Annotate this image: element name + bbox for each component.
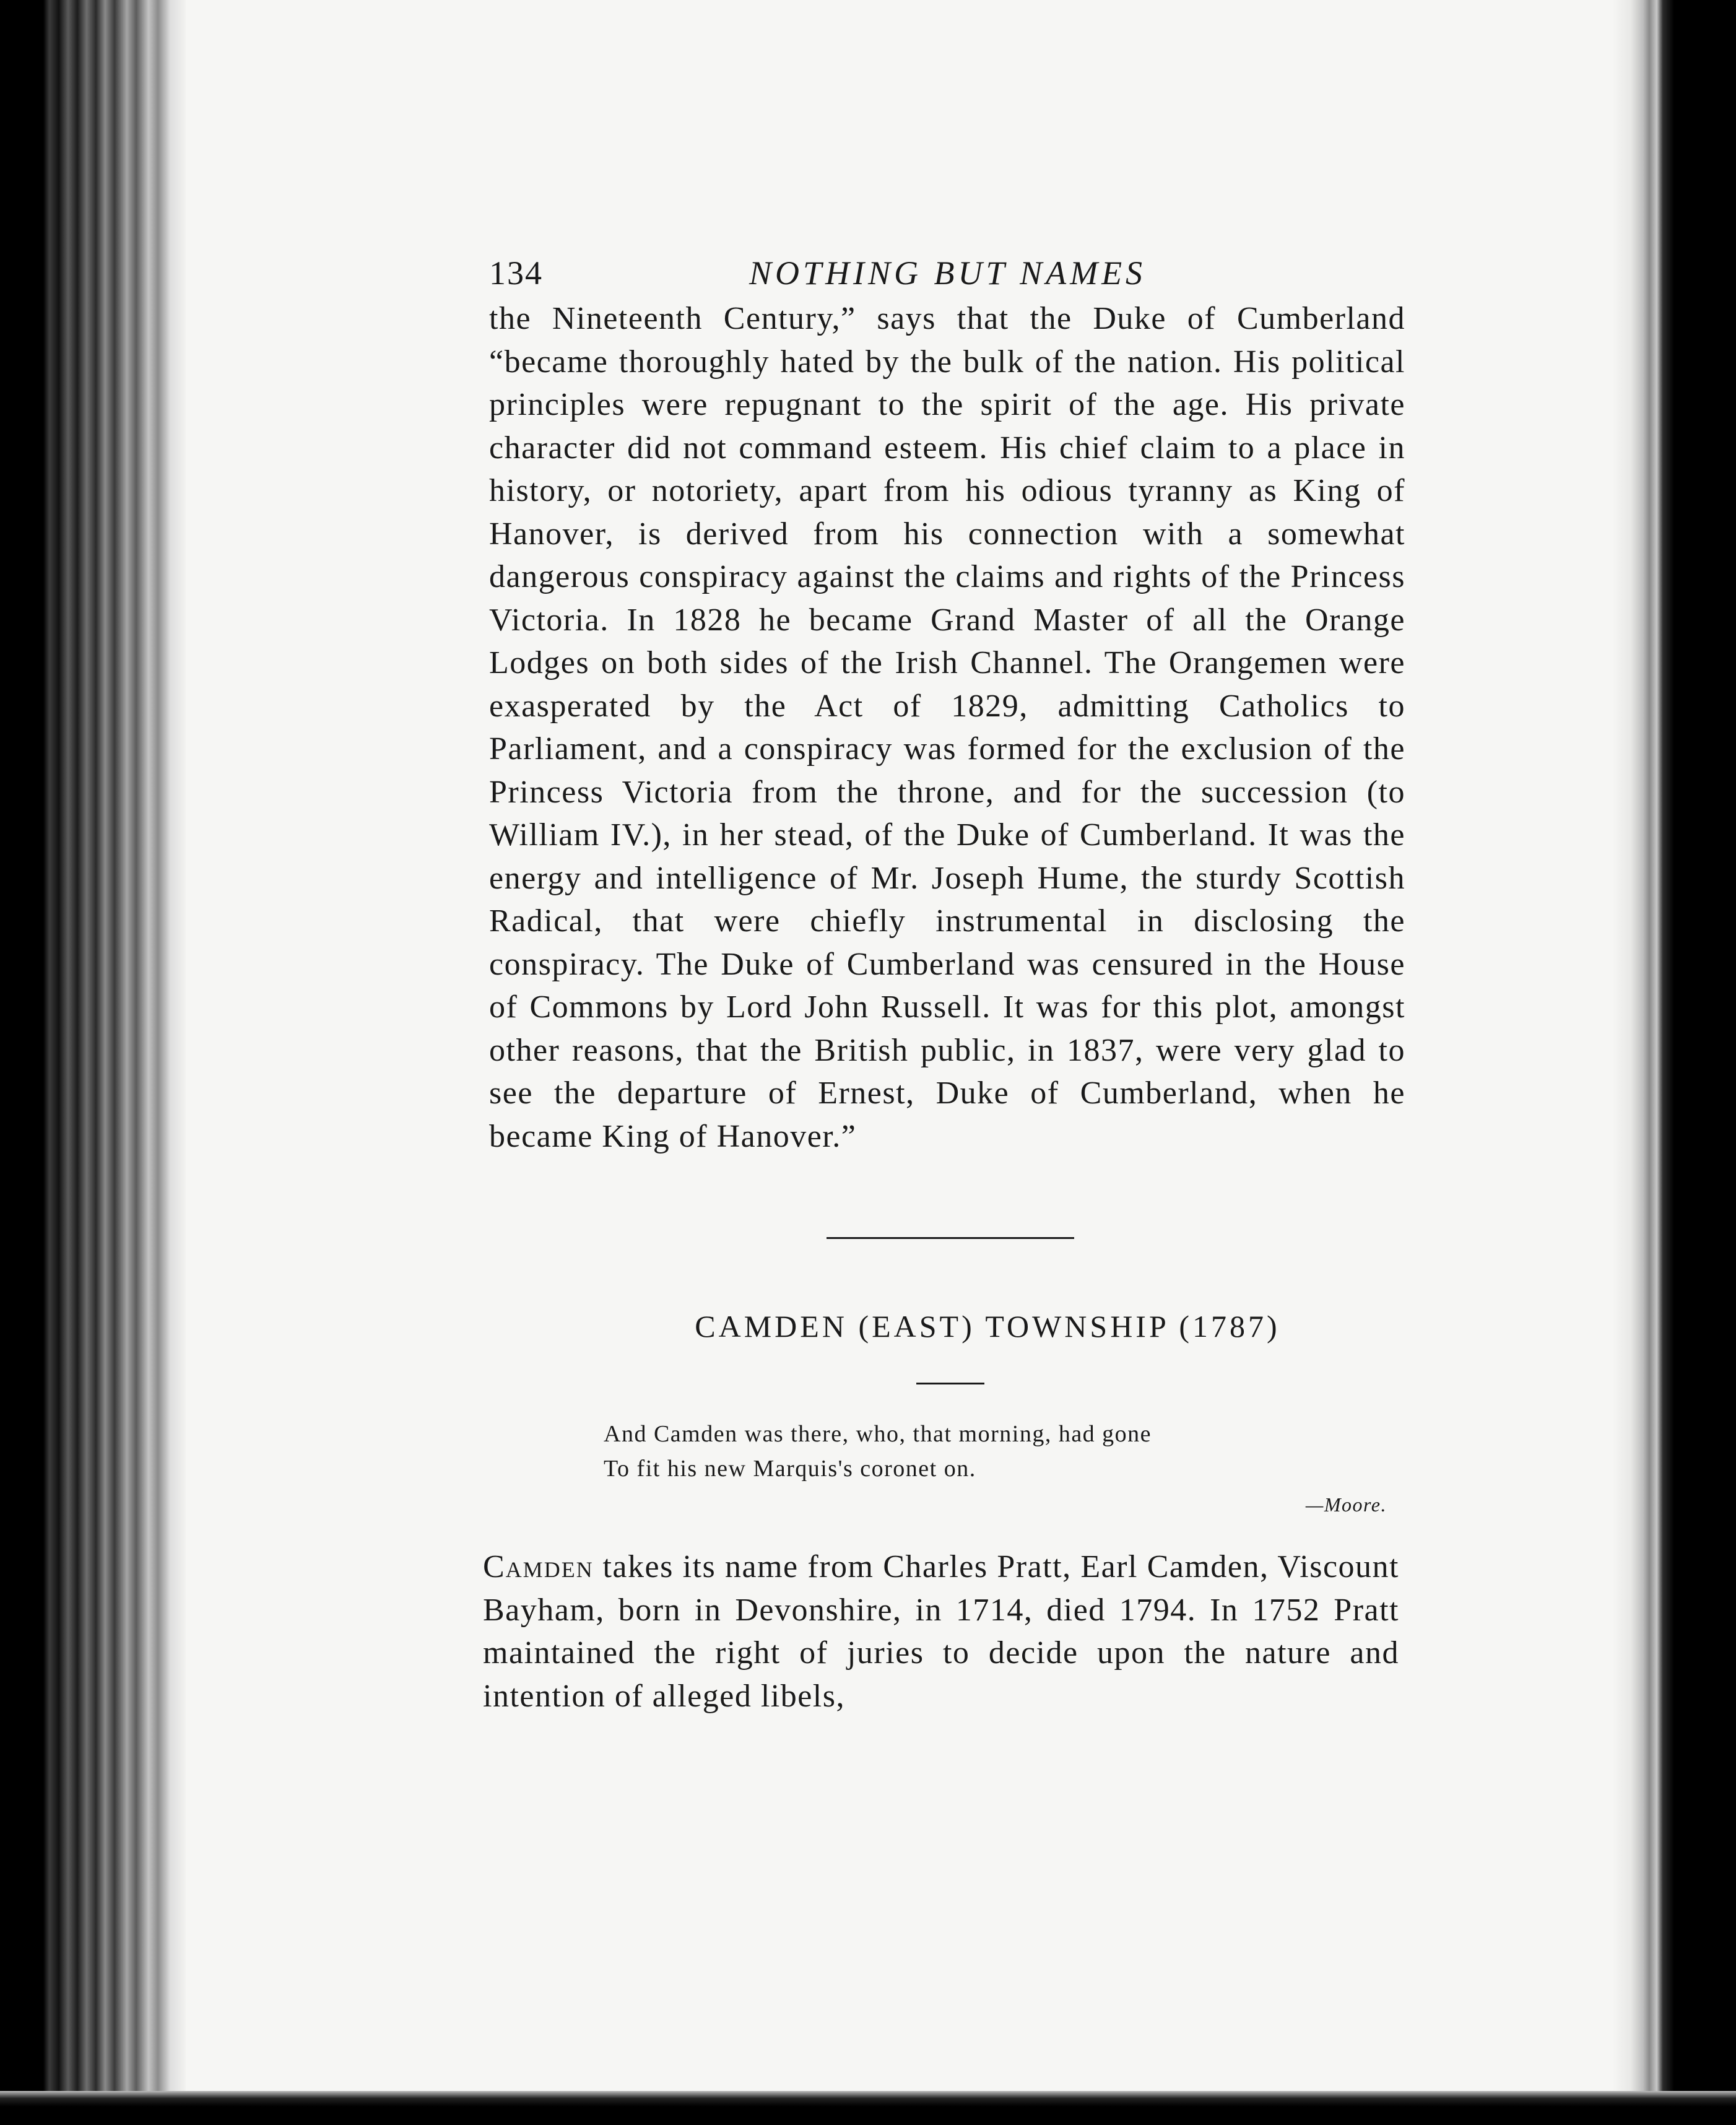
page-number: 134 [489, 254, 543, 292]
running-head-title: NOTHING BUT NAMES [749, 254, 1147, 292]
book-gutter [0, 0, 186, 2125]
page-right-edge [1612, 0, 1736, 2125]
page-bottom-edge [0, 2091, 1736, 2125]
section-paragraph [483, 1545, 1399, 1718]
body-paragraph [489, 297, 1405, 1158]
section-title: CAMDEN (EAST) TOWNSHIP (1787) [695, 1309, 1280, 1344]
section-divider-rule [827, 1237, 1074, 1239]
epigraph-attribution: —Moore. [1305, 1493, 1387, 1516]
epigraph-line-1: And Camden was there, who, that morning, had gone [604, 1421, 1152, 1447]
section-lead-word: Camden [483, 1549, 594, 1584]
book-page [483, 241, 1412, 1718]
running-head [489, 241, 1412, 297]
epigraph-line-2: To fit his new Marquis's coronet on. [604, 1456, 976, 1482]
title-underline-rule [916, 1383, 984, 1384]
section-paragraph-text: takes its name from Charles Pratt, Earl Camden, Viscount Bayham, born in Devonshire, in 1714, died 1794. In 1752 Pratt maintained the right of juries to decide upon the nature and intention of alleged libels, [483, 1549, 1399, 1714]
epigraph [604, 1417, 1412, 1522]
body-paragraph-text: the Nineteenth Century,” says that the Duke of Cumberland “became thoroughly hated by the bulk of the nation. His political principles were repugnant to the spirit of the age. His private character did not command esteem. His chief claim to a place in history, or notoriety, apart from his odious tyranny as King of Hanover, is derived from his connection with a somewhat dangerous conspiracy against the claims and rights of the Princess Victoria. In 1828 he became Grand Master of all the Orange Lodges on both sides of the Irish Channel. The Orangemen were exasperated by the Act of 1829, admitting Catholics to Parliament, and a conspiracy was formed for the exclusion of the Princess Victoria from the throne, and for the succession (to William IV.), in her stead, of the Duke of Cumberland. It was the energy and intelligence of Mr. Joseph Hume, the sturdy Scottish Radical, that were chiefly instrumental in disclosing the conspiracy. The Duke of Cumberland was censured in the House of Commons by Lord John Russell. It was for this plot, amongst other reasons, that the British public, in 1837, were very glad to see the departure of Ernest, Duke of Cumberland, when he became King of Hanover.” [489, 301, 1405, 1154]
